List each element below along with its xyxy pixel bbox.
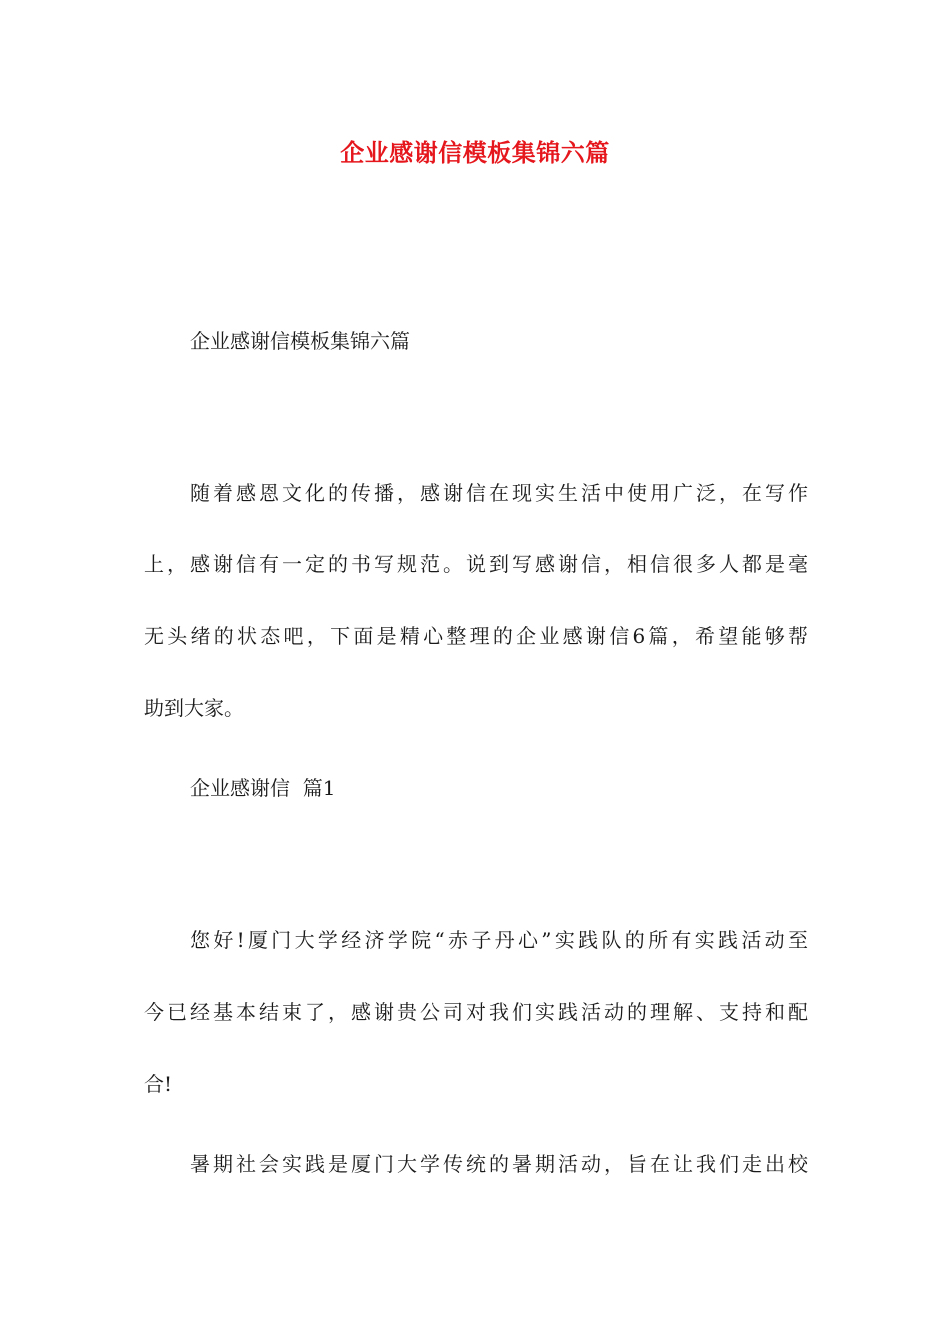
- paragraph-line: 无头绪的状态吧，下面是精心整理的企业感谢信6篇，希望能够帮: [144, 624, 808, 648]
- document-subtitle: 企业感谢信模板集锦六篇: [190, 329, 410, 353]
- paragraph-line: 暑期社会实践是厦门大学传统的暑期活动，旨在让我们走出校: [190, 1152, 808, 1176]
- paragraph-line: 您好!厦门大学经济学院“赤子丹心”实践队的所有实践活动至: [190, 928, 808, 952]
- section-heading: 企业感谢信 篇1: [190, 776, 336, 800]
- paragraph-line: 今已经基本结束了，感谢贵公司对我们实践活动的理解、支持和配: [144, 1000, 808, 1024]
- paragraph-line: 合!: [144, 1072, 173, 1096]
- paragraph-line: 随着感恩文化的传播，感谢信在现实生活中使用广泛，在写作: [190, 481, 808, 505]
- paragraph-line: 助到大家。: [144, 696, 244, 720]
- document-title: 企业感谢信模板集锦六篇: [340, 138, 610, 167]
- paragraph-line: 上，感谢信有一定的书写规范。说到写感谢信，相信很多人都是毫: [144, 552, 808, 576]
